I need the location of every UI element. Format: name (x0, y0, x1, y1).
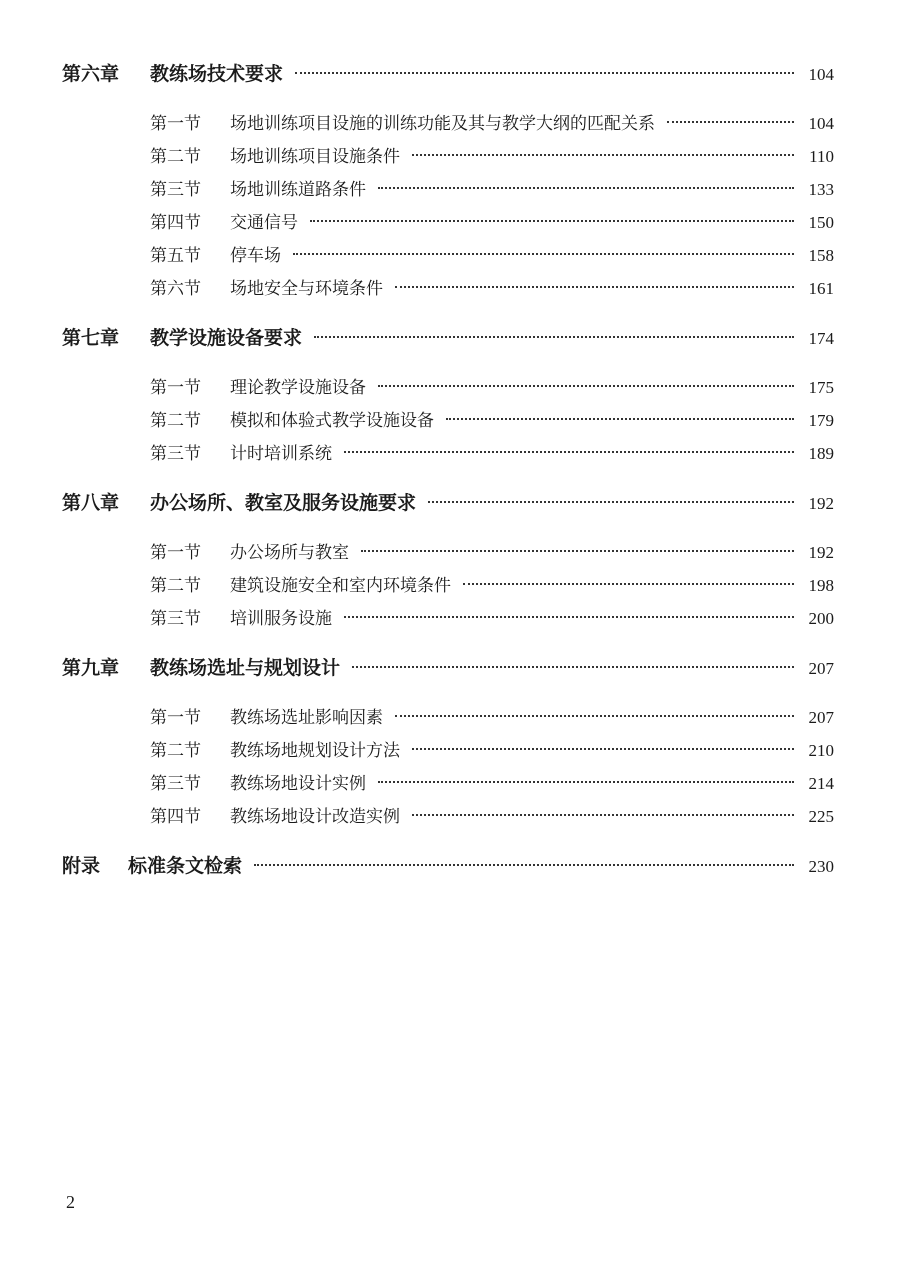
section-page-number: 189 (808, 444, 834, 463)
toc-section[interactable] (62, 140, 834, 173)
section-title: 教练场选址影响因素 (230, 708, 383, 728)
dot-leader (395, 286, 794, 288)
dot-leader (344, 616, 794, 618)
toc-section[interactable] (62, 107, 834, 140)
toc-section[interactable] (62, 437, 834, 470)
section-title: 计时培训系统 (230, 444, 332, 464)
appendix-label: 附录 (62, 855, 101, 877)
section-title: 场地安全与环境条件 (230, 279, 383, 299)
section-title: 办公场所与教室 (230, 543, 349, 563)
toc-section[interactable] (62, 272, 834, 305)
chapter-label: 第九章 (62, 657, 120, 679)
section-label: 第三节 (150, 180, 201, 200)
chapter-page-number: 192 (808, 494, 834, 513)
section-page-number: 104 (808, 114, 834, 133)
toc-chapter-6[interactable] (62, 58, 834, 91)
chapter-page-number: 104 (808, 65, 834, 84)
page-number-footer: 2 (66, 1192, 75, 1212)
section-title: 停车场 (230, 246, 281, 266)
section-label: 第三节 (150, 444, 201, 464)
section-title: 建筑设施安全和室内环境条件 (230, 576, 451, 596)
dot-leader (378, 781, 794, 783)
section-title: 理论教学设施设备 (230, 378, 366, 398)
toc-section[interactable] (62, 800, 834, 833)
dot-leader (293, 253, 794, 255)
chapter-title: 教练场选址与规划设计 (150, 657, 341, 679)
dot-leader (378, 385, 794, 387)
section-label: 第六节 (150, 279, 201, 299)
chapter-label: 第八章 (62, 492, 120, 514)
section-title: 交通信号 (230, 213, 298, 233)
section-page-number: 150 (808, 213, 834, 232)
dot-leader (352, 666, 794, 668)
section-label: 第一节 (150, 543, 201, 563)
appendix-page-number: 230 (808, 857, 834, 876)
section-title: 教练场地规划设计方法 (230, 741, 400, 761)
section-label: 第二节 (150, 741, 201, 761)
dot-leader (310, 220, 794, 222)
section-label: 第四节 (150, 807, 201, 827)
section-title: 场地训练道路条件 (230, 180, 366, 200)
dot-leader (254, 864, 794, 866)
toc-appendix[interactable] (62, 850, 834, 883)
table-of-contents (62, 58, 834, 883)
toc-chapter-9[interactable] (62, 652, 834, 685)
toc-section[interactable] (62, 239, 834, 272)
section-title: 场地训练项目设施的训练功能及其与教学大纲的匹配关系 (230, 114, 655, 134)
dot-leader (412, 748, 794, 750)
toc-section[interactable] (62, 371, 834, 404)
section-label: 第一节 (150, 378, 201, 398)
toc-section[interactable] (62, 602, 834, 635)
dot-leader (378, 187, 794, 189)
section-title: 教练场地设计实例 (230, 774, 366, 794)
toc-section[interactable] (62, 767, 834, 800)
appendix-title: 标准条文检索 (128, 855, 243, 877)
section-page-number: 158 (808, 246, 834, 265)
chapter-title: 办公场所、教室及服务设施要求 (150, 492, 417, 514)
dot-leader (395, 715, 794, 717)
toc-section[interactable] (62, 536, 834, 569)
dot-leader (361, 550, 794, 552)
section-page-number: 214 (808, 774, 834, 793)
section-page-number: 175 (808, 378, 834, 397)
section-page-number: 110 (809, 147, 834, 166)
dot-leader (412, 154, 794, 156)
toc-chapter-7[interactable] (62, 322, 834, 355)
section-label: 第二节 (150, 147, 201, 167)
toc-chapter-8[interactable] (62, 487, 834, 520)
chapter-title: 教练场技术要求 (150, 63, 284, 85)
section-label: 第五节 (150, 246, 201, 266)
section-page-number: 198 (808, 576, 834, 595)
dot-leader (295, 72, 794, 74)
dot-leader (412, 814, 794, 816)
section-title: 教练场地设计改造实例 (230, 807, 400, 827)
section-page-number: 207 (808, 708, 834, 727)
toc-section[interactable] (62, 701, 834, 734)
section-label: 第一节 (150, 708, 201, 728)
dot-leader (428, 501, 794, 503)
toc-section[interactable] (62, 173, 834, 206)
section-page-number: 179 (808, 411, 834, 430)
dot-leader (344, 451, 794, 453)
dot-leader (667, 121, 794, 123)
section-title: 场地训练项目设施条件 (230, 147, 400, 167)
dot-leader (463, 583, 794, 585)
dot-leader (446, 418, 794, 420)
section-title: 培训服务设施 (230, 609, 332, 629)
section-page-number: 192 (808, 543, 834, 562)
section-page-number: 161 (808, 279, 834, 298)
chapter-page-number: 174 (808, 329, 834, 348)
section-page-number: 210 (808, 741, 834, 760)
section-page-number: 225 (808, 807, 834, 826)
section-label: 第一节 (150, 114, 201, 134)
section-label: 第三节 (150, 774, 201, 794)
section-page-number: 200 (808, 609, 834, 628)
chapter-label: 第六章 (62, 63, 120, 85)
section-page-number: 133 (808, 180, 834, 199)
section-label: 第三节 (150, 609, 201, 629)
dot-leader (314, 336, 794, 338)
chapter-title: 教学设施设备要求 (150, 327, 303, 349)
toc-section[interactable] (62, 569, 834, 602)
toc-section[interactable] (62, 404, 834, 437)
toc-section[interactable] (62, 734, 834, 767)
section-label: 第四节 (150, 213, 201, 233)
toc-section[interactable] (62, 206, 834, 239)
section-label: 第二节 (150, 411, 201, 431)
section-label: 第二节 (150, 576, 201, 596)
section-title: 模拟和体验式教学设施设备 (230, 411, 434, 431)
chapter-label: 第七章 (62, 327, 120, 349)
chapter-page-number: 207 (808, 659, 834, 678)
